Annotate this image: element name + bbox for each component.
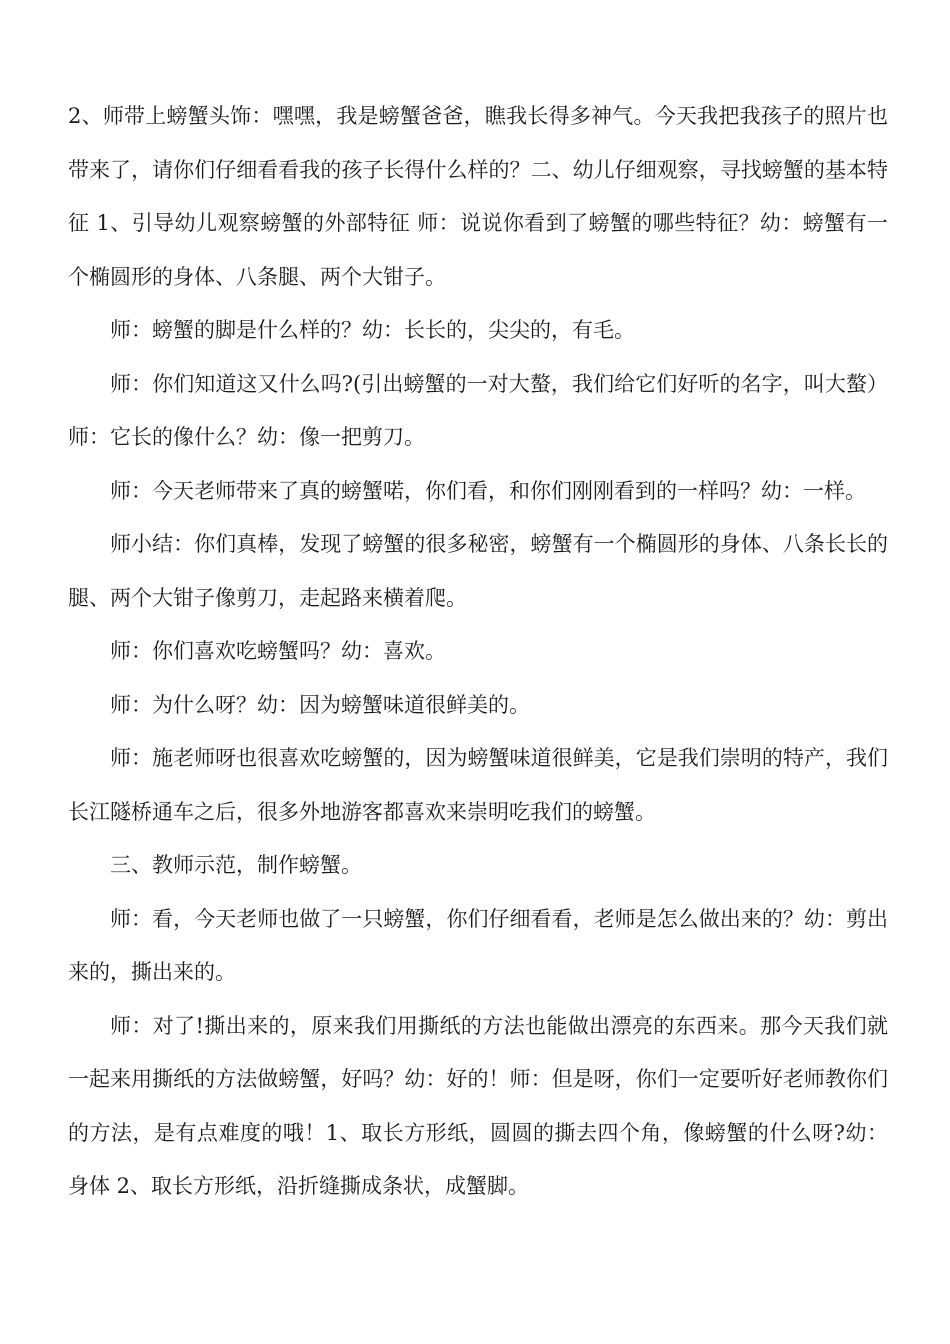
paragraph-intro: 2、师带上螃蟹头饰：嘿嘿，我是螃蟹爸爸，瞧我长得多神气。今天我把我孩子的照片也带来了，请你们仔细看看我的孩子长得什么样的？二、幼儿仔细观察，寻找螃蟹的基本特征 1、引导幼儿观察螃蟹的外部特征 师：说说你看到了螃蟹的哪些特征？幼：螃蟹有一个椭圆形的身体、八条腿、两个大钳子。 bbox=[68, 104, 888, 289]
paragraph-tearing-method: 师：对了!撕出来的，原来我们用撕纸的方法也能做出漂亮的东西来。那今天我们就一起来用撕纸的方法做螃蟹，好吗？幼：好的！师：但是呀，你们一定要听好老师教你们的方法，是有点难度的哦！1、取长方形纸，圆圆的撕去四个角，像螃蟹的什么呀?幼：身体 2、取长方形纸，沿折缝撕成条状，成蟹脚。 bbox=[68, 1013, 888, 1198]
paragraph-summary: 师小结：你们真棒，发现了螃蟹的很多秘密，螃蟹有一个椭圆形的身体、八条长长的腿、两个大钳子像剪刀，走起路来横着爬。 bbox=[68, 532, 888, 610]
paragraph-teacher-crab: 师：看，今天老师也做了一只螃蟹，你们仔细看看，老师是怎么做出来的？幼：剪出来的，撕出来的。 bbox=[68, 906, 888, 984]
document-page bbox=[68, 90, 888, 1214]
section-heading-demo: 三、教师示范，制作螃蟹。 bbox=[110, 853, 362, 877]
paragraph-real-crab: 师：今天老师带来了真的螃蟹喏，你们看，和你们刚刚看到的一样吗？幼：一样。 bbox=[110, 478, 866, 503]
paragraph-big-claws: 师：你们知道这又什么吗?(引出螃蟹的一对大螯，我们给它们好听的名字，叫大螯）师：它长的像什么？幼：像一把剪刀。 bbox=[68, 371, 888, 449]
paragraph-chongming: 师：施老师呀也很喜欢吃螃蟹的，因为螃蟹味道很鲜美，它是我们崇明的特产，我们长江隧桥通车之后，很多外地游客都喜欢来崇明吃我们的螃蟹。 bbox=[68, 746, 888, 824]
paragraph-like-eating: 师：你们喜欢吃螃蟹吗？幼：喜欢。 bbox=[110, 639, 446, 663]
paragraph-crab-legs: 师：螃蟹的脚是什么样的？幼：长长的，尖尖的，有毛。 bbox=[110, 318, 635, 342]
paragraph-why: 师：为什么呀？幼：因为螃蟹味道很鲜美的。 bbox=[110, 692, 530, 717]
